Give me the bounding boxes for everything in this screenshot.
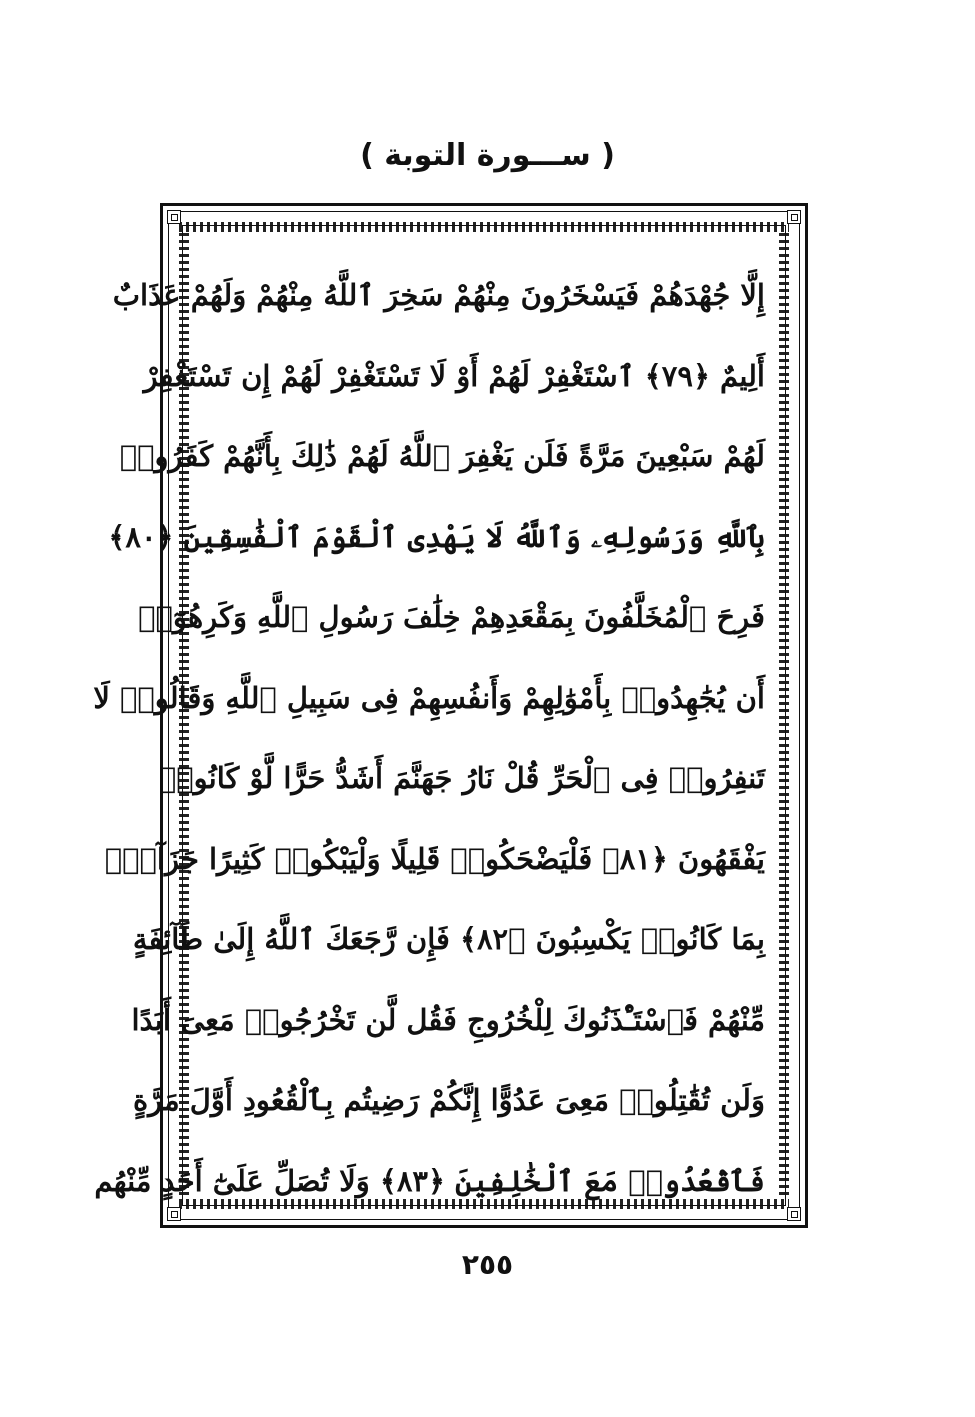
verse-line: بِٱللَّهِ وَرَسُولِهِۦ وَٱللَّهُ لَا يَهْدِى ٱلْقَوْمَ ٱلْفَٰسِقِينَ ﴿٨٠﴾ [108, 519, 765, 554]
verse-line: أَلِيمٌ ﴿٧٩﴾ ٱسْتَغْفِرْ لَهُمْ أَوْ لَا تَسْتَغْفِرْ لَهُمْ إِن تَسْتَغْفِرْ [143, 358, 765, 393]
verse-line: فَٱقْعُدُوا۟ مَعَ ٱلْخَٰلِفِينَ ﴿٨٣﴾ وَلَا تُصَلِّ عَلَىٰٓ أَحَدٍ مِّنْهُم [94, 1163, 765, 1198]
surah-title: ( ســـورة التوبة ) [360, 138, 615, 173]
corner-ornament-icon [787, 1207, 801, 1221]
verse-line: تَنفِرُوا۟ فِى ٱلْحَرِّ قُلْ نَارُ جَهَنَّمَ أَشَدُّ حَرًّا لَّوْ كَانُوا۟ [158, 761, 765, 795]
verse-line: فَرِحَ ٱلْمُخَلَّفُونَ بِمَقْعَدِهِمْ خِلَٰفَ رَسُولِ ٱللَّهِ وَكَرِهُوٓا۟ [138, 600, 765, 634]
verse-text-block [93, 255, 765, 1221]
verse-line: لَهُمْ سَبْعِينَ مَرَّةً فَلَن يَغْفِرَ ٱللَّهُ لَهُمْ ذَٰلِكَ بِأَنَّهُمْ كَفَرُوا۟ [119, 439, 765, 473]
page-number: ٢٥٥ [461, 1248, 514, 1281]
verse-line: يَفْقَهُونَ ﴿٨١﴾ فَلْيَضْحَكُوا۟ قَلِيلًا وَلْيَبْكُوا۟ كَثِيرًا جَزَآءًۢ [104, 841, 765, 876]
corner-ornament-icon [167, 210, 181, 224]
corner-ornament-icon [787, 210, 801, 224]
verse-line: بِمَا كَانُوا۟ يَكْسِبُونَ ﴿٨٢﴾ فَإِن رَّجَعَكَ ٱللَّهُ إِلَىٰ طَآئِفَةٍ [132, 922, 765, 956]
verse-line: مِّنْهُمْ فَٱسْتَـْٔذَنُوكَ لِلْخُرُوجِ فَقُل لَّن تَخْرُجُوا۟ مَعِىَ أَبَدًا [131, 1002, 765, 1037]
verse-line: وَلَن تُقَٰتِلُوا۟ مَعِىَ عَدُوًّا إِنَّكُمْ رَضِيتُم بِٱلْقُعُودِ أَوَّلَ مَرَّةٍ [132, 1083, 765, 1117]
verse-line: إِلَّا جُهْدَهُمْ فَيَسْخَرُونَ مِنْهُمْ سَخِرَ ٱللَّهُ مِنْهُمْ وَلَهُمْ عَذَابٌ [112, 278, 765, 312]
verse-line: أَن يُجَٰهِدُوا۟ بِأَمْوَٰلِهِمْ وَأَنفُسِهِمْ فِى سَبِيلِ ٱللَّهِ وَقَالُوا۟ لَا [93, 680, 765, 715]
